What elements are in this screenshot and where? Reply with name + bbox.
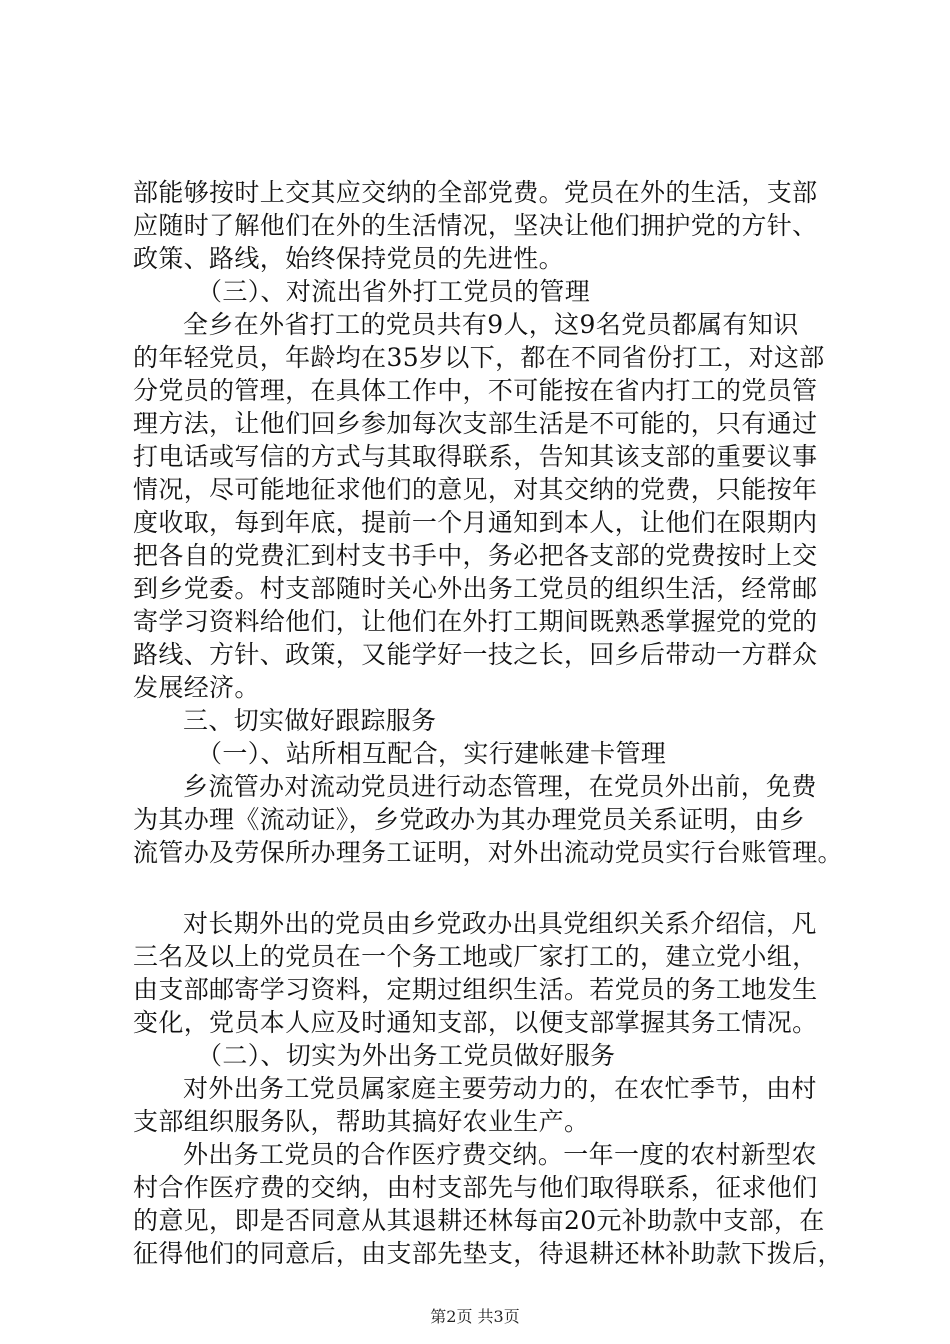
text-line: 的意见，即是否同意从其退耕还林每亩20元补助款中支部，在 (133, 1206, 825, 1235)
paragraph (133, 737, 833, 770)
text-line: 发展经济。 (133, 673, 260, 702)
paragraph-gap (133, 869, 833, 907)
paragraph (133, 1138, 843, 1270)
text-line: 支部组织服务队，帮助其搞好农业生产。 (133, 1107, 590, 1136)
text-line: 理方法，让他们回乡参加每次支部生活是不可能的，只有通过 (133, 409, 818, 438)
text-line: 流管办及劳保所办理务工证明，对外出流动党员实行台账管理。 (133, 838, 843, 867)
page-footer: 第2页 共3页 (430, 1307, 520, 1326)
text-line: 征得他们的同意后，由支部先垫支，待退耕还林补助款下拨后， (133, 1239, 843, 1268)
text-line: 部能够按时上交其应交纳的全部党费。党员在外的生活，支部 (133, 178, 818, 207)
text-line: 把各自的党费汇到村支书手中，务必把各支部的党费按时上交 (133, 541, 818, 570)
paragraph (133, 308, 833, 704)
text-line: 应随时了解他们在外的生活情况，坚决让他们拥护党的方针、 (133, 211, 818, 240)
text-line: 外出务工党员的合作医疗费交纳。一年一度的农村新型农 (183, 1140, 817, 1169)
paragraph (133, 704, 833, 737)
text-line: 打电话或写信的方式与其取得联系，告知其该支部的重要议事 (133, 442, 818, 471)
paragraph (133, 1072, 833, 1138)
paragraph (133, 176, 833, 275)
text-line: 村合作医疗费的交纳，由村支部先与他们取得联系，征求他们 (133, 1173, 818, 1202)
body-text (133, 176, 843, 1270)
paragraph (133, 275, 833, 308)
paragraph (133, 907, 833, 1039)
text-line: 的年轻党员，年龄均在35岁以下，都在不同省份打工，对这部 (133, 343, 825, 372)
text-line: 情况，尽可能地征求他们的意见，对其交纳的党费，只能按年 (133, 475, 818, 504)
text-line: 寄学习资料给他们，让他们在外打工期间既熟悉掌握党的党的 (133, 607, 818, 636)
text-line: 三、切实做好跟踪服务 (183, 706, 437, 735)
text-line: 变化，党员本人应及时通知支部，以便支部掌握其务工情况。 (133, 1008, 818, 1037)
text-line: 政策、路线，始终保持党员的先进性。 (133, 244, 564, 273)
text-line: 路线、方针、政策，又能学好一技之长，回乡后带动一方群众 (133, 640, 818, 669)
text-line: 三名及以上的党员在一个务工地或厂家打工的，建立党小组， (133, 942, 818, 971)
paragraph (133, 770, 843, 869)
text-line: 到乡党委。村支部随时关心外出务工党员的组织生活，经常邮 (133, 574, 818, 603)
text-line: （三）、对流出省外打工党员的管理 (197, 277, 591, 306)
paragraph (133, 1039, 833, 1072)
text-line: 乡流管办对流动党员进行动态管理，在党员外出前，免费 (183, 772, 817, 801)
text-line: 为其办理《流动证》，乡党政办为其办理党员关系证明，由乡 (133, 805, 805, 834)
text-line: 全乡在外省打工的党员共有9人，这9名党员都属有知识 (183, 310, 799, 339)
text-line: 分党员的管理，在具体工作中，不可能按在省内打工的党员管 (133, 376, 818, 405)
text-line: （一）、站所相互配合，实行建帐建卡管理 (197, 739, 667, 768)
text-line: 对外出务工党员属家庭主要劳动力的，在农忙季节，由村 (183, 1074, 817, 1103)
text-line: （二）、切实为外出务工党员做好服务 (197, 1041, 616, 1070)
text-line: 由支部邮寄学习资料，定期过组织生活。若党员的务工地发生 (133, 975, 818, 1004)
text-line: 对长期外出的党员由乡党政办出具党组织关系介绍信，凡 (183, 909, 817, 938)
text-line: 度收取，每到年底，提前一个月通知到本人，让他们在限期内 (133, 508, 818, 537)
